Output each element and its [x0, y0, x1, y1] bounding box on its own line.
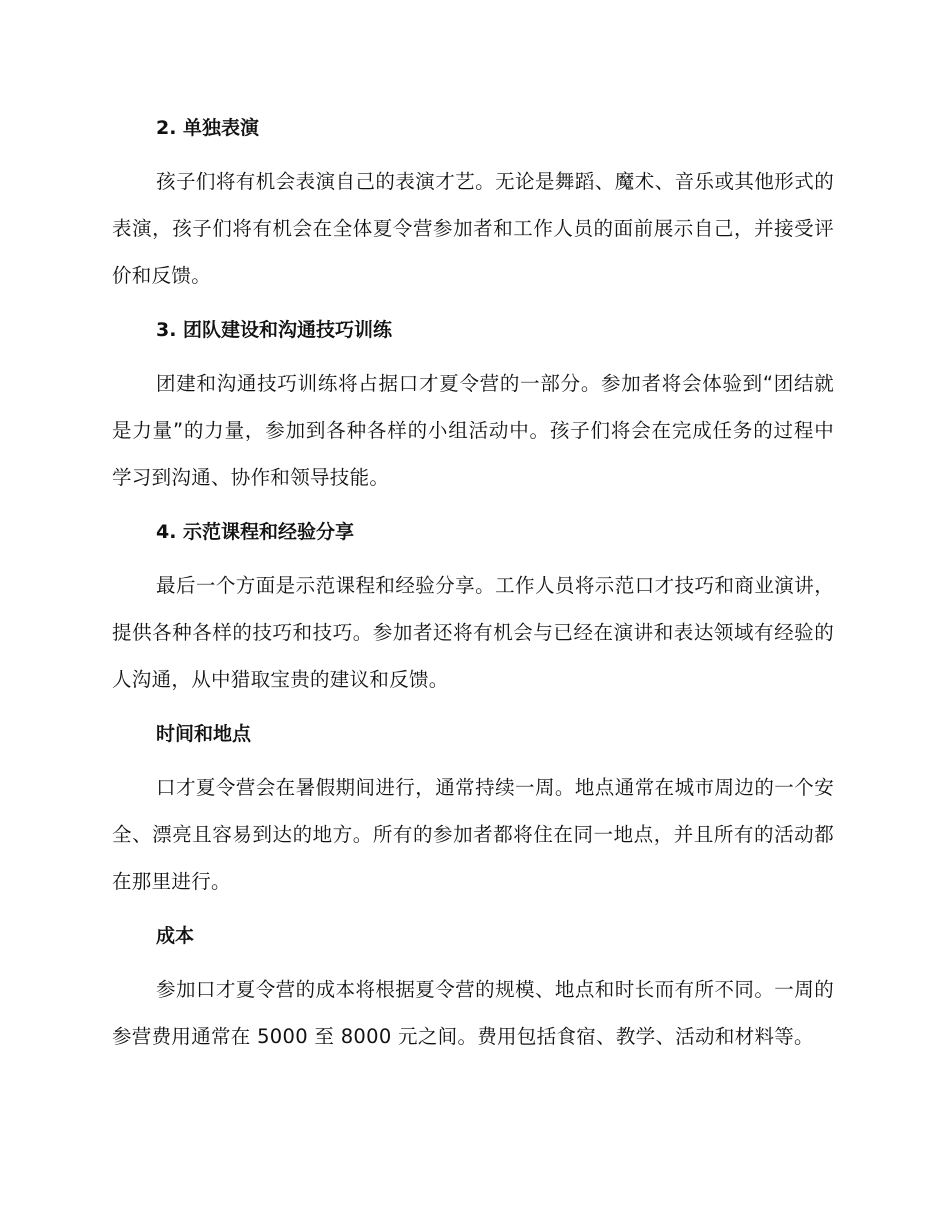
- section-paragraph-team-building: 团建和沟通技巧训练将占据口才夏令营的一部分。参加者将会体验到“团结就是力量”的力量，参加到各种各样的小组活动中。孩子们将会在完成任务的过程中学习到沟通、协作和领导技能。: [112, 372, 834, 489]
- section-heading-demo-courses: 4. 示范课程和经验分享: [156, 521, 355, 543]
- section-heading-time-location: 时间和地点: [156, 723, 252, 745]
- section-heading-solo-performance: 2. 单独表演: [156, 117, 260, 139]
- document-body: [112, 108, 834, 1071]
- section-heading-cost: 成本: [156, 925, 195, 947]
- section-heading-team-building: 3. 团队建设和沟通技巧训练: [156, 319, 393, 341]
- section-paragraph-time-location: 口才夏令营会在暑假期间进行，通常持续一周。地点通常在城市周边的一个安全、漂亮且容易到达的地方。所有的参加者都将住在同一地点，并且所有的活动都在那里进行。: [112, 776, 834, 893]
- section-paragraph-cost: 参加口才夏令营的成本将根据夏令营的规模、地点和时长而有所不同。一周的参营费用通常在 5000 至 8000 元之间。费用包括食宿、教学、活动和材料等。: [112, 978, 834, 1048]
- section-paragraph-solo-performance: 孩子们将有机会表演自己的表演才艺。无论是舞蹈、魔术、音乐或其他形式的表演，孩子们将有机会在全体夏令营参加者和工作人员的面前展示自己，并接受评价和反馈。: [112, 170, 834, 287]
- section-paragraph-demo-courses: 最后一个方面是示范课程和经验分享。工作人员将示范口才技巧和商业演讲，提供各种各样的技巧和技巧。参加者还将有机会与已经在演讲和表达领域有经验的人沟通，从中猎取宝贵的建议和反馈。: [112, 574, 834, 691]
